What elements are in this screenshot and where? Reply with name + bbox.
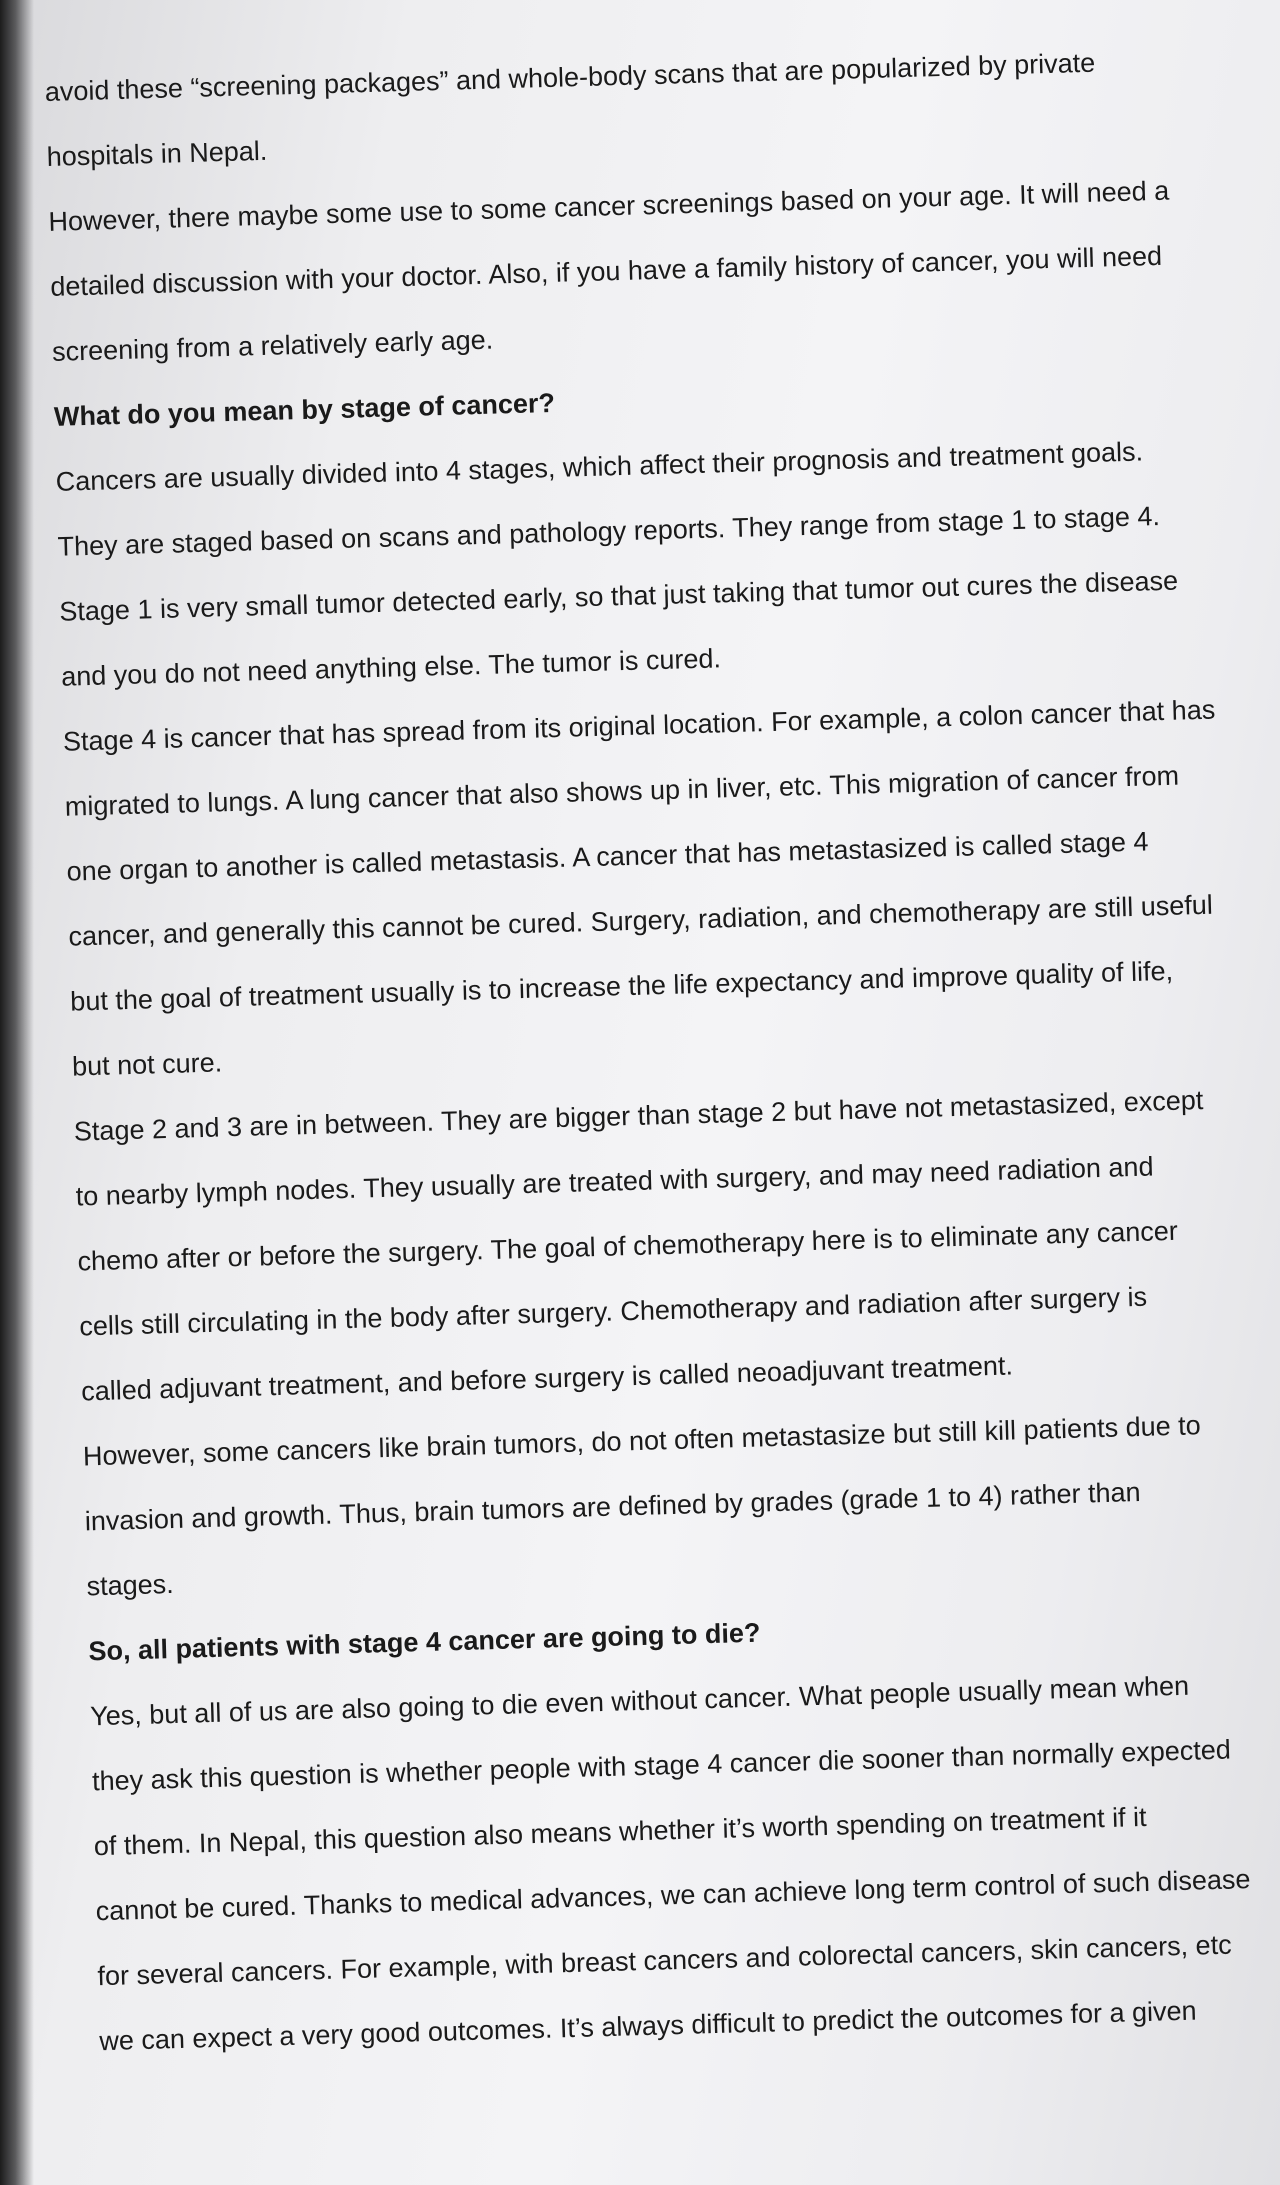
text-line: avoid these “screening packages” and whole-body scans that are popularized by private bbox=[44, 47, 1096, 107]
text-line: but the goal of treatment usually is to increase the life expectancy and improve quality of life, bbox=[69, 955, 1174, 1017]
text-line: and you do not need anything else. The tumor is cured. bbox=[60, 643, 722, 692]
text-line: However, there maybe some use to some cancer screenings based on your age. It will need a bbox=[48, 175, 1170, 237]
text-line: They are staged based on scans and pathology reports. They range from stage 1 to stage 4. bbox=[57, 501, 1161, 562]
page-text-body bbox=[44, 28, 1251, 2074]
text-line: stages. bbox=[86, 1568, 175, 1602]
text-line: one organ to another is called metastasis. A cancer that has metastasized is called stage 4 bbox=[66, 826, 1149, 887]
text-line: migrated to lungs. A lung cancer that also shows up in liver, etc. This migration of cancer from bbox=[64, 760, 1180, 822]
text-line: Cancers are usually divided into 4 stages, which affect their prognosis and treatment goals. bbox=[55, 436, 1144, 497]
text-line: However, some cancers like brain tumors, do not often metastasize but still kill patients due to bbox=[82, 1410, 1202, 1472]
text-line: Stage 1 is very small tumor detected early, so that just taking that tumor out cures the disease bbox=[58, 565, 1179, 627]
text-line: for several cancers. For example, with breast cancers and colorectal cancers, skin cancers, etc bbox=[97, 1929, 1232, 1992]
text-line: we can expect a very good outcomes. It’s always difficult to predict the outcomes for a given bbox=[98, 1995, 1197, 2057]
text-line: Yes, but all of us are also going to die even without cancer. What people usually mean when bbox=[89, 1670, 1190, 1732]
text-line: invasion and growth. Thus, brain tumors are defined by grades (grade 1 to 4) rather than bbox=[84, 1476, 1141, 1537]
text-line: cannot be cured. Thanks to medical advances, we can achieve long term control of such disease bbox=[95, 1864, 1251, 1927]
text-line: cancer, and generally this cannot be cured. Surgery, radiation, and chemotherapy are still useful bbox=[68, 889, 1214, 952]
text-line: screening from a relatively early age. bbox=[51, 324, 494, 367]
text-line: of them. In Nepal, this question also means whether it’s worth spending on treatment if it bbox=[93, 1801, 1147, 1862]
text-line: but not cure. bbox=[71, 1047, 223, 1082]
text-line: cells still circulating in the body after surgery. Chemotherapy and radiation after surgery is bbox=[78, 1281, 1148, 1342]
text-line: hospitals in Nepal. bbox=[46, 135, 268, 172]
text-line: chemo after or before the surgery. The goal of chemotherapy here is to eliminate any cancer bbox=[77, 1215, 1179, 1277]
text-line: Stage 2 and 3 are in between. They are bigger than stage 2 but have not metastasized, except bbox=[73, 1085, 1204, 1147]
text-line: they ask this question is whether people with stage 4 cancer die sooner than normally expected bbox=[91, 1734, 1232, 1797]
page-binding-shadow bbox=[0, 0, 34, 2185]
text-line: to nearby lymph nodes. They usually are treated with surgery, and may need radiation and bbox=[75, 1151, 1154, 1212]
text-line: detailed discussion with your doctor. Also, if you have a family history of cancer, you will need bbox=[49, 240, 1163, 302]
section-heading: So, all patients with stage 4 cancer are going to die? bbox=[88, 1617, 761, 1667]
text-line: Stage 4 is cancer that has spread from its original location. For example, a colon cancer that has bbox=[62, 694, 1216, 757]
text-line: called adjuvant treatment, and before surgery is called neoadjuvant treatment. bbox=[80, 1350, 1014, 1407]
section-heading: What do you mean by stage of cancer? bbox=[53, 387, 556, 432]
